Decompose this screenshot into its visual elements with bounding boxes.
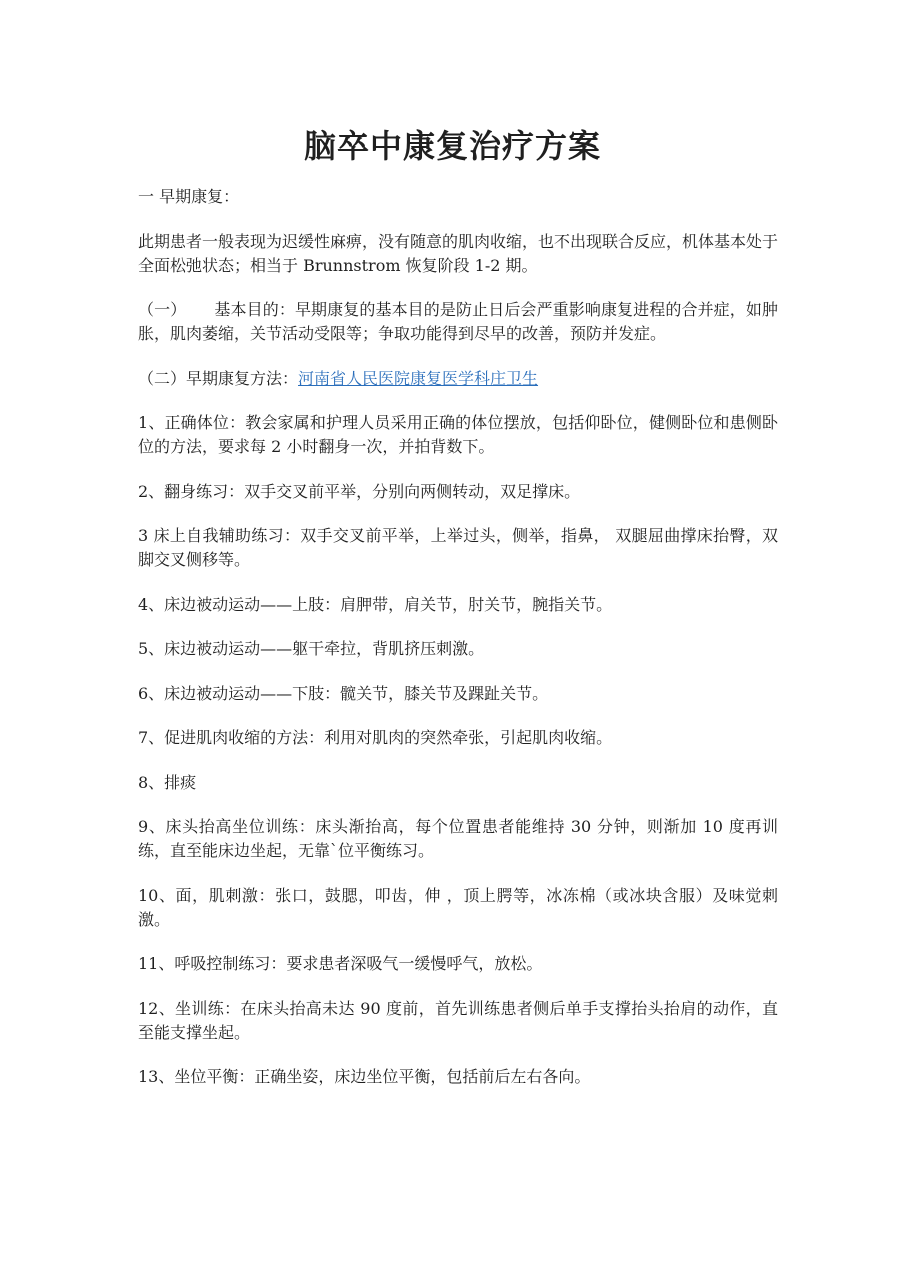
goal-paragraph <box>138 298 778 346</box>
list-item: 3 床上自我辅助练习：双手交叉前平举，上举过头，侧举，指鼻， 双腿屈曲撑床抬臀，双脚交叉侧移等。 <box>138 526 778 569</box>
methods-paragraph <box>138 367 778 391</box>
list-item: 5、床边被动运动——躯干牵拉，背肌挤压刺激。 <box>138 639 485 658</box>
list-item: 13、坐位平衡：正确坐姿，床边坐位平衡，包括前后左右各向。 <box>138 1067 591 1086</box>
document-body <box>138 185 778 1110</box>
goal-label: （一） <box>138 300 187 319</box>
list-item: 2、翻身练习：双手交叉前平举，分别向两侧转动，双足撑床。 <box>138 481 581 501</box>
list-item: 12、坐训练：在床头抬高未达 90 度前，首先训练患者侧后单手支撑抬头抬肩的动作，直至能支撑坐起。 <box>138 998 778 1042</box>
list-item: 6、床边被动运动——下肢：髋关节，膝关节及踝趾关节。 <box>138 683 549 703</box>
methods-label: （二）早期康复方法： <box>138 368 299 388</box>
document-title: 脑卒中康复治疗方案 <box>303 127 601 165</box>
intro-paragraph: 此期患者一般表现为迟缓性麻痹，没有随意的肌肉收缩，也不出现联合反应，机体基本处于全面松弛状态；相当于 Brunnstrom 恢复阶段 1-2 期。 <box>138 231 779 275</box>
list-item: 11、呼吸控制练习：要求患者深吸气一缓慢呼气，放松。 <box>138 954 543 973</box>
source-link[interactable]: 河南省人民医院康复医学科庄卫生 <box>298 368 539 388</box>
goal-text: 基本目的：早期康复的基本目的是防止日后会严重影响康复进程的合并症，如肿胀，肌肉萎缩，关节活动受限等；争取功能得到尽早的改善，预防并发症。 <box>138 300 778 343</box>
section-heading: 一 早期康复： <box>138 187 240 206</box>
list-item: 8、排痰 <box>138 772 197 792</box>
list-item: 7、促进肌肉收缩的方法：利用对肌肉的突然牵张，引起肌肉收缩。 <box>138 728 613 747</box>
list-item: 4、床边被动运动——上肢：肩胛带，肩关节，肘关节，腕指关节。 <box>138 594 613 614</box>
list-item: 9、床头抬高坐位训练：床头渐抬高，每个位置患者能维持 30 分钟，则渐加 10 度再训练，直至能床边坐起，无靠`位平衡练习。 <box>138 817 778 860</box>
list-item: 10、面，肌刺激：张口，鼓腮，叩齿，伸 ，顶上腭等，冰冻棉（或冰块含服）及味觉刺激。 <box>138 885 778 929</box>
list-item: 1、正确体位：教会家属和护理人员采用正确的体位摆放，包括仰卧位，健侧卧位和患侧卧位的方法，要求每 2 小时翻身一次，并拍背数下。 <box>138 413 778 456</box>
